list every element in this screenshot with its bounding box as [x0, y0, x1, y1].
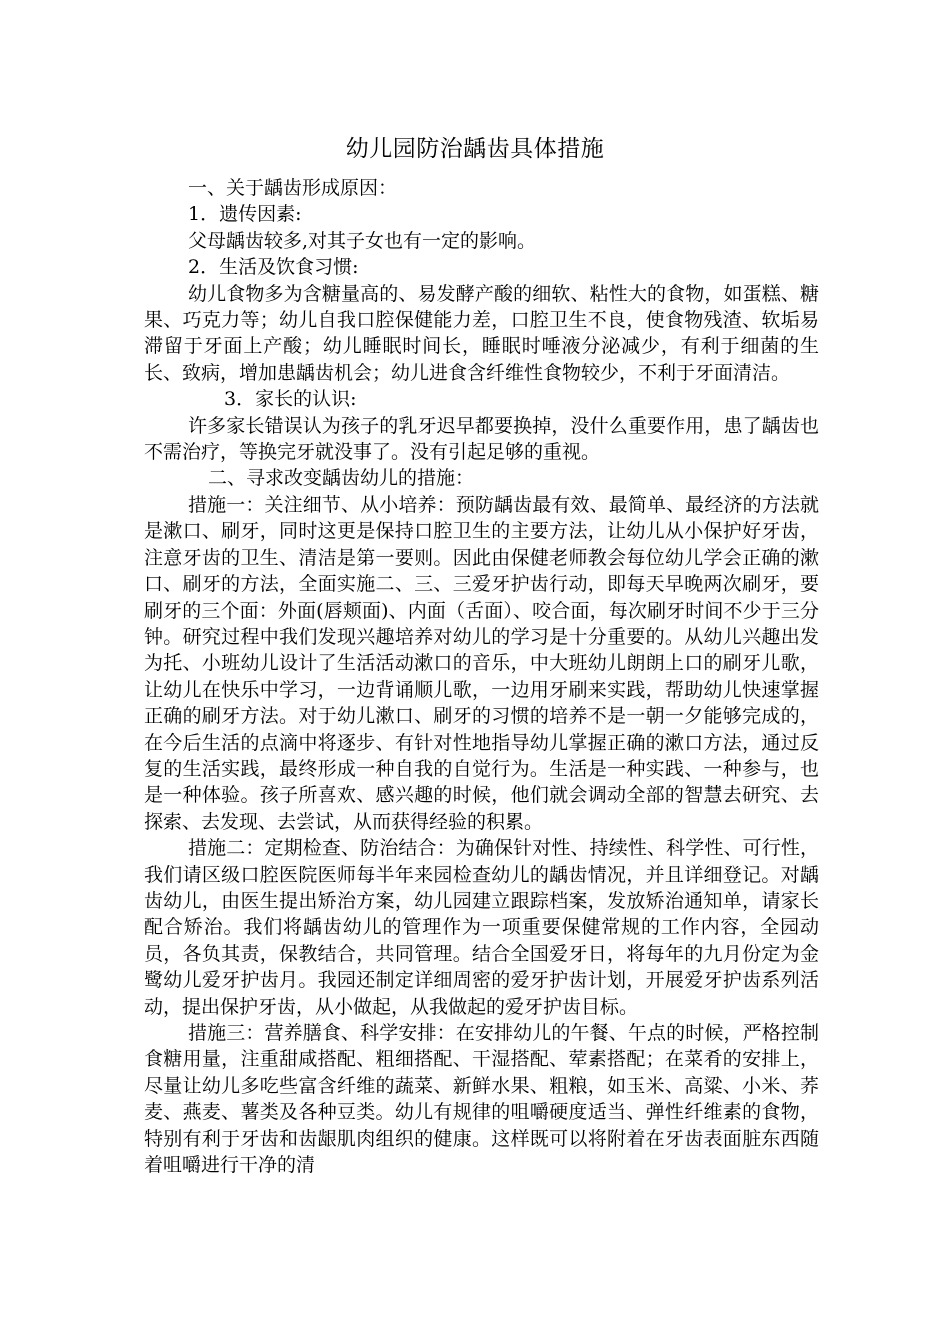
- paragraph-diet: 幼儿食物多为含糖量高的、易发酵产酸的细软、粘性大的食物，如蛋糕、糖果、巧克力等；幼儿自我口腔保健能力差，口腔卫生不良，使食物残渣、软垢易滞留于牙面上产酸；幼儿睡眠时间长，睡眠时唾液分泌减少，有利于细菌的生长、致病，增加患龋齿机会；幼儿进食含纤维性食物较少，不利于牙面清洁。: [144, 282, 819, 384]
- subheading-genetic: 1．遗传因素:: [188, 203, 302, 226]
- subheading-parents: 3．家长的认识:: [224, 388, 357, 411]
- paragraph-genetic: 父母龋齿较多,对其子女也有一定的影响。: [188, 229, 537, 252]
- section-heading-measures: 二、寻求改变龋齿幼儿的措施：: [208, 467, 475, 490]
- subheading-diet: 2．生活及饮食习惯:: [188, 256, 359, 279]
- document-body: [144, 175, 819, 1178]
- section-heading-causes: 一、关于龋齿形成原因：: [188, 177, 398, 199]
- paragraph-measure-one: 措施一：关注细节、从小培养：预防龋齿最有效、最简单、最经济的方法就是漱口、刷牙，同时这更是保持口腔卫生的主要方法，让幼儿从小保护好牙齿，注意牙齿的卫生、清洁是第一要则。因此由保健老师教会每位幼儿学会正确的漱口、刷牙的方法，全面实施二、三、三爱牙护齿行动，即每天早晚两次刷牙，要刷牙的三个面：外面(唇颊面)、内面（舌面）、咬合面，每次刷牙时间不少于三分钟。研究过程中我们发现兴趣培养对幼儿的学习是十分重要的。从幼儿兴趣出发为托、小班幼儿设计了生活活动漱口的音乐，中大班幼儿朗朗上口的刷牙儿歌，让幼儿在快乐中学习，一边背诵顺儿歌，一边用牙刷来实践，帮助幼儿快速掌握正确的刷牙方法。对于幼儿漱口、刷牙的习惯的培养不是一朝一夕能够完成的，在今后生活的点滴中将逐步、有针对性地指导幼儿掌握正确的漱口方法，通过反复的生活实践，最终形成一种自我的自觉行为。生活是一种实践、一种参与，也是一种体验。孩子所喜欢、感兴趣的时候，他们就会调动全部的智慧去研究、去探索、去发现、去尝试，从而获得经验的积累。: [144, 493, 819, 833]
- paragraph-measure-two: 措施二：定期检查、防治结合：为确保针对性、持续性、科学性、可行性，我们请区级口腔医院医师每半年来园检查幼儿的龋齿情况，并且详细登记。对龋齿幼儿，由医生提出矫治方案，幼儿园建立跟踪档案，发放矫治通知单，请家长配合矫治。我们将龋齿幼儿的管理作为一项重要保健常规的工作内容，全园动员，各负其责，保教结合，共同管理。结合全国爱牙日，将每年的九月份定为金鹭幼儿爱牙护齿月。我园还制定详细周密的爱牙护齿计划，开展爱牙护齿系列活动，提出保护牙齿，从小做起，从我做起的爱牙护齿目标。: [144, 837, 819, 1018]
- paragraph-measure-three: 措施三：营养膳食、科学安排：在安排幼儿的午餐、午点的时候，严格控制食糖用量，注重甜咸搭配、粗细搭配、干湿搭配、荤素搭配；在菜肴的安排上，尽量让幼儿多吃些富含纤维的蔬菜、新鲜水果、粗粮，如玉米、高粱、小米、荞麦、燕麦、薯类及各种豆类。幼儿有规律的咀嚼硬度适当、弹性纤维素的食物，特别有利于牙齿和齿龈肌肉组织的健康。这样既可以将附着在牙齿表面脏东西随着咀嚼进行干净的清: [144, 1022, 819, 1177]
- document-title: 幼儿园防治龋齿具体措施: [345, 136, 605, 162]
- paragraph-parents: 许多家长错误认为孩子的乳牙迟早都要换掉，没什么重要作用，患了龋齿也不需治疗，等换完牙就没事了。没有引起足够的重视。: [144, 414, 819, 464]
